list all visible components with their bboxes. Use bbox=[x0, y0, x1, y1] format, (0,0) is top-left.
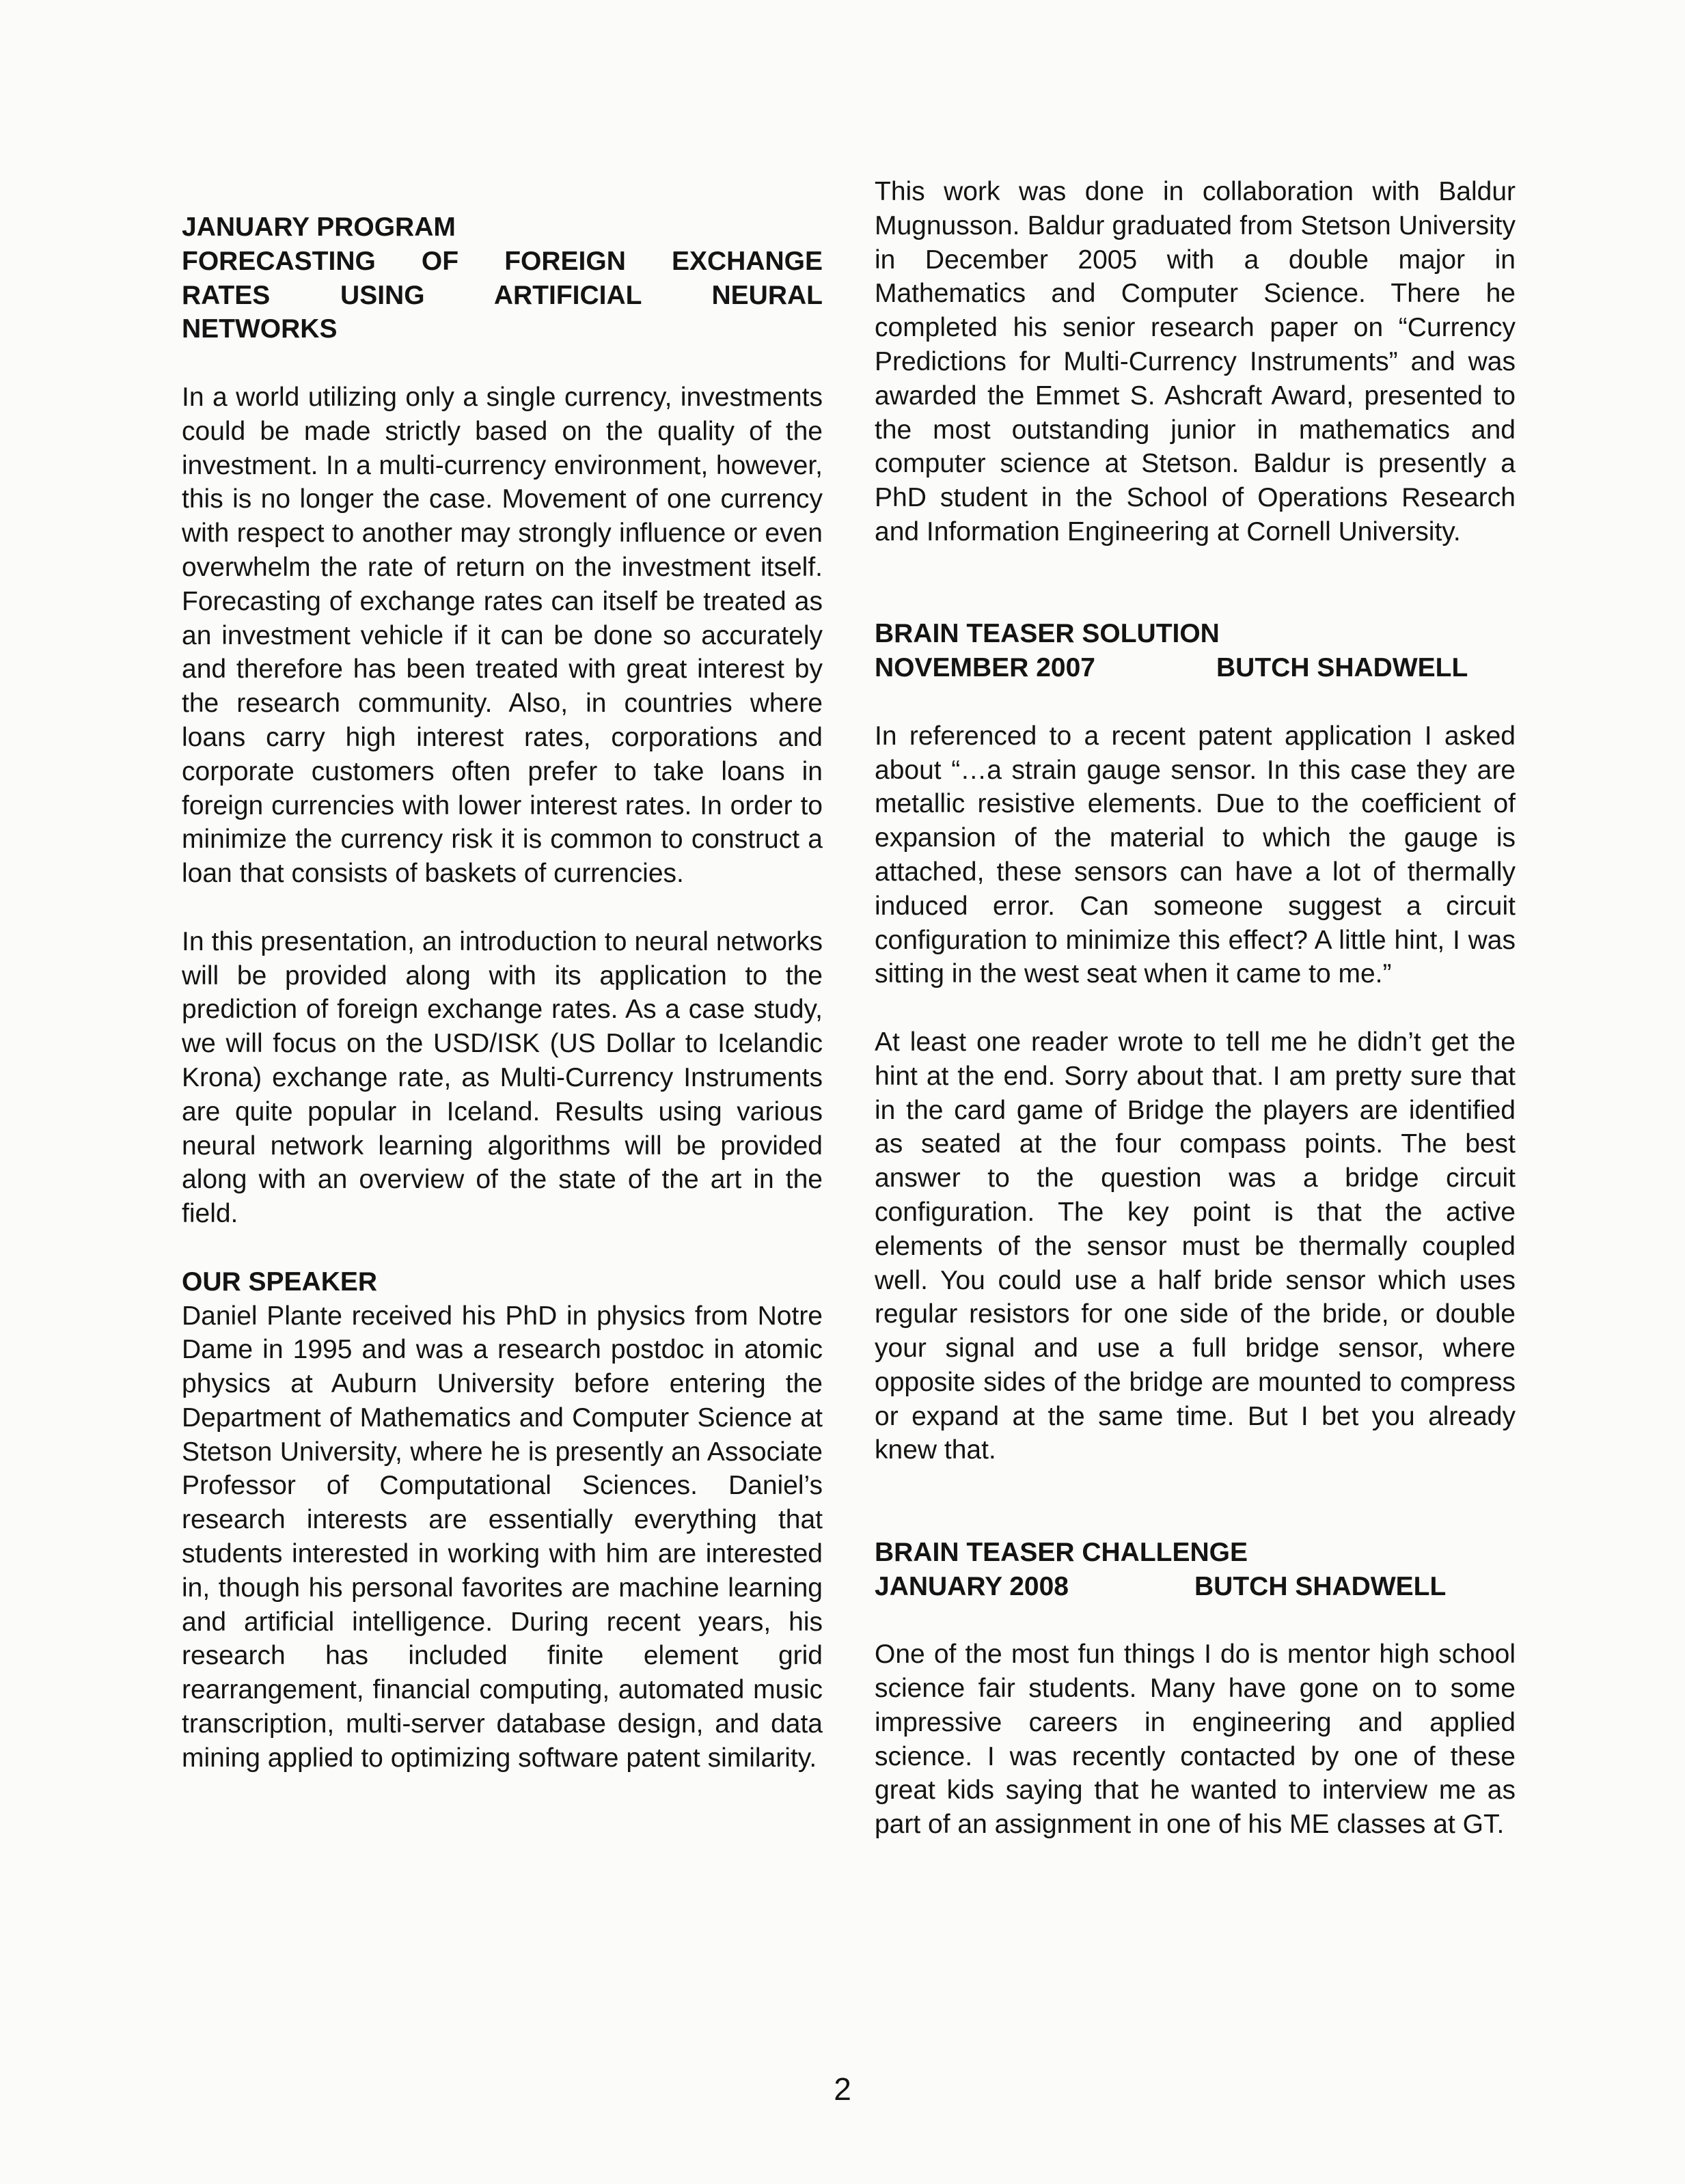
solution-paragraph-2: At least one reader wrote to tell me he didn’t get the hint at the end. Sorry about that. I am pretty sure that in the card game of Bridge the players are identified as seated at the four compass points. The best answer to the question was a bridge circuit configuration. The key point is that the active elements of the sensor must be thermally coupled well. You could use a half bride sensor which uses regular resistors for one side of the bride, or double your signal and use a full bridge sensor, where opposite sides of the bridge are mounted to compress or expand at the same time. But I bet you already knew that. bbox=[875, 1027, 1516, 1465]
left-column bbox=[182, 210, 823, 1775]
challenge-heading: BRAIN TEASER CHALLENGE bbox=[875, 1537, 1248, 1567]
collaboration-paragraph: This work was done in collaboration with Baldur Mugnusson. Baldur graduated from Stetson University in December 2005 with a double major in Mathematics and Computer Science. There he completed his senior research paper on “Currency Predictions for Multi-Currency Instruments” and was awarded the Emmet S. Ashcraft Award, presented to the most outstanding junior in mathematics and computer science at Stetson. Baldur is presently a PhD student in the School of Operations Research and Information Engineering at Cornell University. bbox=[875, 177, 1516, 547]
intro-paragraph: In a world utilizing only a single currency, investments could be made strictly based on the quality of the investment. In a multi-currency environment, however, this is no longer the case. Movement of one currency with respect to another may strongly influence or even overwhelm the rate of return on the investment itself. Forecasting of exchange rates can itself be treated as an investment vehicle if it can be done so accurately and therefore has been treated with great interest by the research community. Also, in countries where loans carry high interest rates, corporations and corporate customers often prefer to take loans in foreign currencies with lower interest rates. In order to minimize the currency risk it is common to construct a loan that consists of baskets of currencies. bbox=[182, 382, 823, 889]
solution-heading: BRAIN TEASER SOLUTION bbox=[875, 619, 1220, 649]
page-number: 2 bbox=[834, 2071, 851, 2107]
program-heading: JANUARY PROGRAM bbox=[182, 212, 456, 242]
solution-byline bbox=[875, 651, 1516, 685]
right-column bbox=[875, 175, 1516, 1842]
solution-date: NOVEMBER 2007 bbox=[875, 653, 1095, 683]
presentation-paragraph: In this presentation, an introduction to neural networks will be provided along with its application to the prediction of foreign exchange rates. As a case study, we will focus on the USD/ISK (US Dollar to Icelandic Krona) exchange rate, as Multi-Currency Instruments are quite popular in Iceland. Results using various neural network learning algorithms will be provided along with an overview of the state of the art in the field. bbox=[182, 926, 823, 1229]
challenge-date: JANUARY 2008 bbox=[875, 1571, 1069, 1601]
solution-paragraph-1: In referenced to a recent patent application I asked about “…a strain gauge sensor. In this case they are metallic resistive elements. Due to the coefficient of expansion of the material to which the gauge is attached, these sensors can have a lot of thermally induced error. Can someone suggest a circuit configuration to minimize this effect? A little hint, I was sitting in the west seat when it came to me.” bbox=[875, 721, 1516, 989]
solution-author: BUTCH SHADWELL bbox=[1216, 653, 1468, 683]
challenge-paragraph: One of the most fun things I do is mentor high school science fair students. Many have gone on to some impressive careers in engineering and applied science. I was recently contacted by one of these great kids saying that he wanted to interview me as part of an assignment in one of his ME classes at GT. bbox=[875, 1640, 1516, 1840]
challenge-byline bbox=[875, 1570, 1516, 1604]
speaker-paragraph: Daniel Plante received his PhD in physics from Notre Dame in 1995 and was a research postdoc in atomic physics at Auburn University before entering the Department of Mathematics and Computer Science at Stetson University, where he is presently an Associate Professor of Computational Sciences. Daniel’s research interests are essentially everything that students interested in working with him are interested in, though his personal favorites are machine learning and artificial intelligence. During recent years, his research has included finite element grid rearrangement, financial computing, automated music transcription, multi-server database design, and data mining applied to optimizing software patent similarity. bbox=[182, 1301, 823, 1773]
program-title-line-1: FORECASTING OF FOREIGN EXCHANGE bbox=[182, 246, 823, 276]
program-title-line-2: RATES USING ARTIFICIAL NEURAL bbox=[182, 280, 823, 310]
speaker-heading: OUR SPEAKER bbox=[182, 1267, 378, 1297]
challenge-author: BUTCH SHADWELL bbox=[1194, 1571, 1447, 1601]
program-title-line-3: NETWORKS bbox=[182, 314, 338, 344]
